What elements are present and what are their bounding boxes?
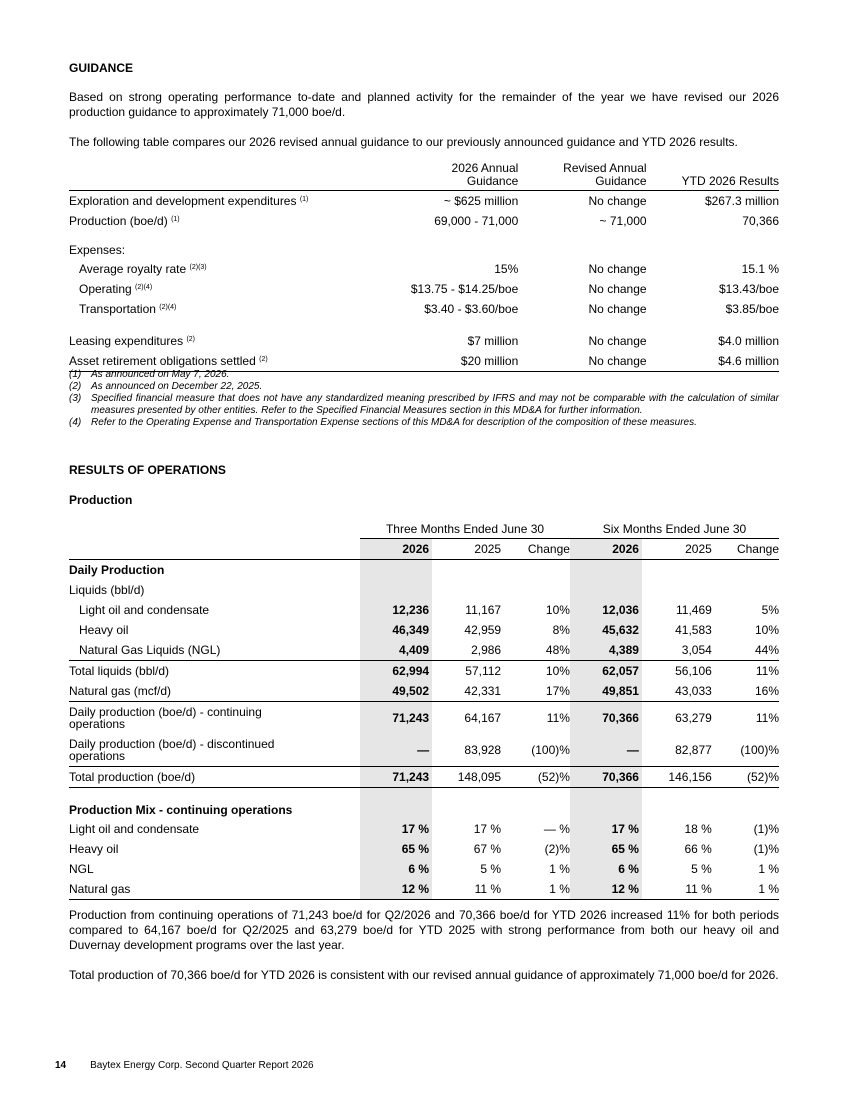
table-row: Natural gas 12 % 11 % 1 % 12 % 11 % 1 % (69, 879, 779, 900)
guidance-heading: GUIDANCE (69, 61, 134, 75)
results-paragraph-2: Total production of 70,366 boe/d for YTD 2026 is consistent with our revised annual guidance of approximately 71,000 boe/d for 2026. (69, 968, 779, 982)
guidance-paragraph-2: The following table compares our 2026 revised annual guidance to our previously announced guidance and YTD 2026 results. (69, 135, 738, 149)
section-label: Daily Production (69, 563, 165, 577)
table-row: Daily production (boe/d) - discontinued operations — 83,928 (100)% — 82,877 (100)% (69, 734, 779, 767)
guidance-paragraph-1: Based on strong operating performance to-date and planned activity for the remainder of the year we have revised our 2026 production guidance to approximately 71,000 boe/d. (69, 90, 779, 119)
table-row: Heavy oil 46,349 42,959 8% 45,632 41,583 10% (69, 620, 779, 640)
period-header-six-months: Six Months Ended June 30 (570, 520, 779, 539)
footer-text: Baytex Energy Corp. Second Quarter Report 2026 (90, 1060, 314, 1071)
guidance-col-header: YTD 2026 Results (681, 174, 779, 188)
table-row: Light oil and condensate 17 % 17 % — % 17 % 18 % (1)% (69, 819, 779, 839)
col-header: Change (736, 542, 779, 556)
table-row: Exploration and development expenditures $^{(1)}$ ~ $625 million No change $267.3 million (69, 194, 779, 208)
table-row: Average royalty rate $^{(2)(3)}$ 15% No change 15.1 % (79, 262, 779, 276)
table-row: Total production (boe/d) 71,243 148,095 (52)% 70,366 146,156 (52)% (69, 767, 779, 788)
production-table (69, 520, 779, 900)
table-row: Total liquids (bbl/d) 62,994 57,112 10% 62,057 56,106 11% (69, 661, 779, 682)
col-header: 2026 (360, 539, 432, 560)
table-row: Expenses: (69, 243, 126, 257)
col-header: Change (527, 542, 570, 556)
guidance-col-header: 2026 Annual Guidance (451, 161, 519, 188)
table-row: Natural Gas Liquids (NGL) 4,409 2,986 48% 4,389 3,054 44% (69, 640, 779, 661)
col-header: 2025 (685, 542, 712, 556)
table-row: NGL 6 % 5 % 1 % 6 % 5 % 1 % (69, 859, 779, 879)
period-header-three-months: Three Months Ended June 30 (360, 520, 570, 539)
table-row: Daily production (boe/d) - continuing operations 71,243 64,167 11% 70,366 63,279 11% (69, 702, 779, 735)
page-number: 14 (55, 1060, 67, 1071)
footnote: (4) Refer to the Operating Expense and Transportation Expense sections of this MD&A for description of the composition of these measures. (69, 417, 697, 428)
table-row: Transportation $^{(2)(4)}$ $3.40 - $3.60/boe No change $3.85/boe (79, 302, 779, 316)
section-label: Production Mix - continuing operations (69, 803, 293, 817)
table-row: Heavy oil 65 % 67 % (2)% 65 % 66 % (1)% (69, 839, 779, 859)
table-row: Leasing expenditures $^{(2)}$ $7 million No change $4.0 million (69, 334, 779, 348)
footnote: (1) As announced on May 7, 2026. (69, 369, 230, 380)
table-row: Asset retirement obligations settled $^{(2)}$ $20 million No change $4.6 million (69, 351, 779, 372)
guidance-footnotes (69, 369, 779, 429)
table-row: Operating $^{(2)(4)}$ $13.75 - $14.25/boe No change $13.43/boe (79, 282, 779, 296)
table-row: Production (boe/d) $^{(1)}$ 69,000 - 71,000 ~ 71,000 70,366 (69, 214, 779, 228)
footnote: (2) As announced on December 22, 2025. (69, 381, 263, 392)
results-paragraph-1: Production from continuing operations of 71,243 boe/d for Q2/2026 and 70,366 boe/d for YTD 2026 increased 11% for both periods compared to 64,167 boe/d for Q2/2025 and 63,279 boe/d for YTD 2025 with strong performance from both our heavy oil and Duvernay development programs over the last year. (69, 908, 779, 952)
production-subheading: Production (69, 493, 133, 507)
guidance-col-header: Revised Annual Guidance (563, 161, 647, 188)
guidance-table (69, 162, 779, 372)
page-footer (55, 1060, 314, 1071)
col-header: 2026 (570, 539, 642, 560)
footnote: (3) Specified financial measure that does not have any standardized meaning prescribed by IFRS and may not be comparable with the calculation of similar measures presented by other entities. Refer to the Specified Financial Measures section in this MD&A for further information. (69, 393, 779, 416)
row-label: Liquids (bbl/d) (69, 583, 145, 597)
results-heading: RESULTS OF OPERATIONS (69, 463, 226, 477)
col-header: 2025 (474, 542, 502, 556)
table-row: Natural gas (mcf/d) 49,502 42,331 17% 49,851 43,033 16% (69, 681, 779, 702)
table-row: Light oil and condensate 12,236 11,167 10% 12,036 11,469 5% (69, 600, 779, 620)
